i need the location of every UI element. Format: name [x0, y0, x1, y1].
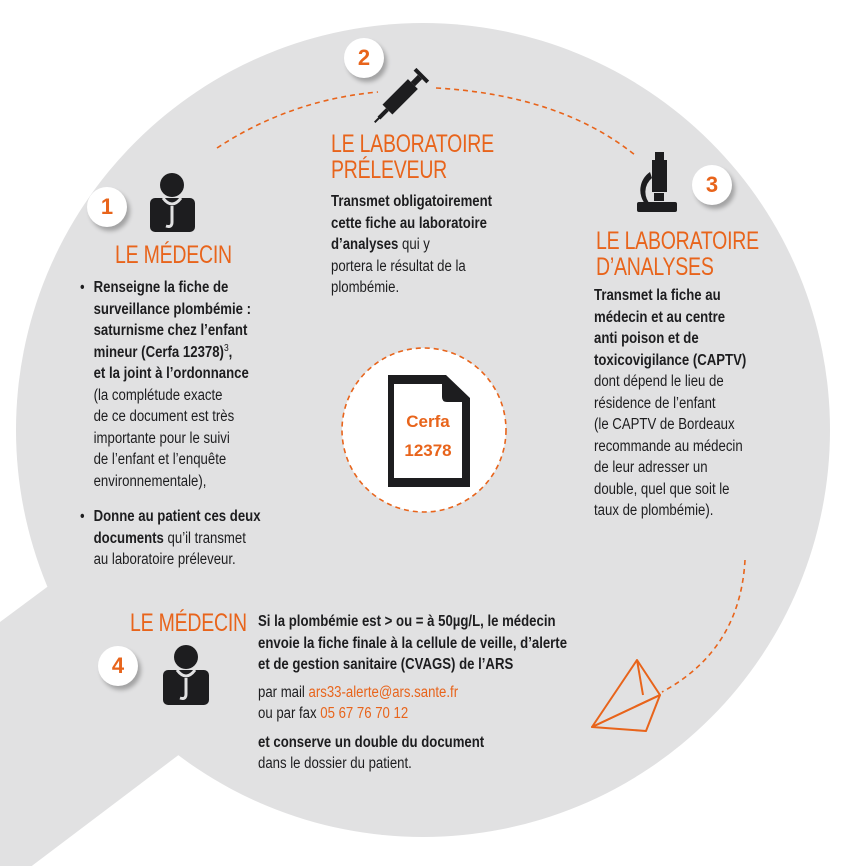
step-3-title: LE LABORATOIRE D’ANALYSES [596, 227, 759, 281]
step-2-text: Transmet obligatoirement cette fiche au laboratoire d’analyses qui y portera le résultat de la plombémie. [331, 193, 493, 296]
step-3-text: Transmet la fiche au médecin et au centre anti poison et de toxicovigilance (CAPTV) dont dépend le lieu de résidence de l’enfant (le CAPTV de Bordeaux recommande au médecin de leur adresser un double, quel que soit le taux de plombémie). [594, 287, 747, 519]
step-2-title: LE LABORATOIRE PRÉLEVEUR [331, 130, 494, 184]
bullet-1: • Renseigne la fiche de surveillance plombémie : saturnisme chez l’enfant mineur (Cerfa 12378)$^3$, et la joint à l’ordonnance (la complétude exacte de ce document est très importante pour le suivi de l’enfant et l’enquête environnementale), [80, 277, 261, 492]
step-4-title: LE MÉDECIN [130, 609, 247, 637]
step-1-text [80, 277, 261, 571]
fax-number: 05 67 76 70 12 [320, 705, 409, 722]
step-badge-4: 4 [98, 646, 138, 686]
bullet-2: • Donne au patient ces deux documents qu’il transmet au laboratoire préleveur. [80, 506, 261, 571]
step-badge-3: 3 [692, 165, 732, 205]
step-1-title: LE MÉDECIN [115, 241, 232, 269]
document-label: Cerfa 12378 [404, 412, 452, 460]
step-4-text: Si la plombémie est > ou = à 50µg/L, le médecin envoie la fiche finale à la cellule de veille, d’alerte et de gestion sanitaire (CVAGS) de l’ARS par mail ars33-alerte@ars.sante.fr ou par fax 05 67 76 70 12 et conserve un double du document dans le dossier du patient. [258, 613, 568, 772]
email-link[interactable]: ars33-alerte@ars.sante.fr [308, 683, 459, 701]
step-badge-2: 2 [344, 38, 384, 78]
step-badge-1: 1 [87, 187, 127, 227]
